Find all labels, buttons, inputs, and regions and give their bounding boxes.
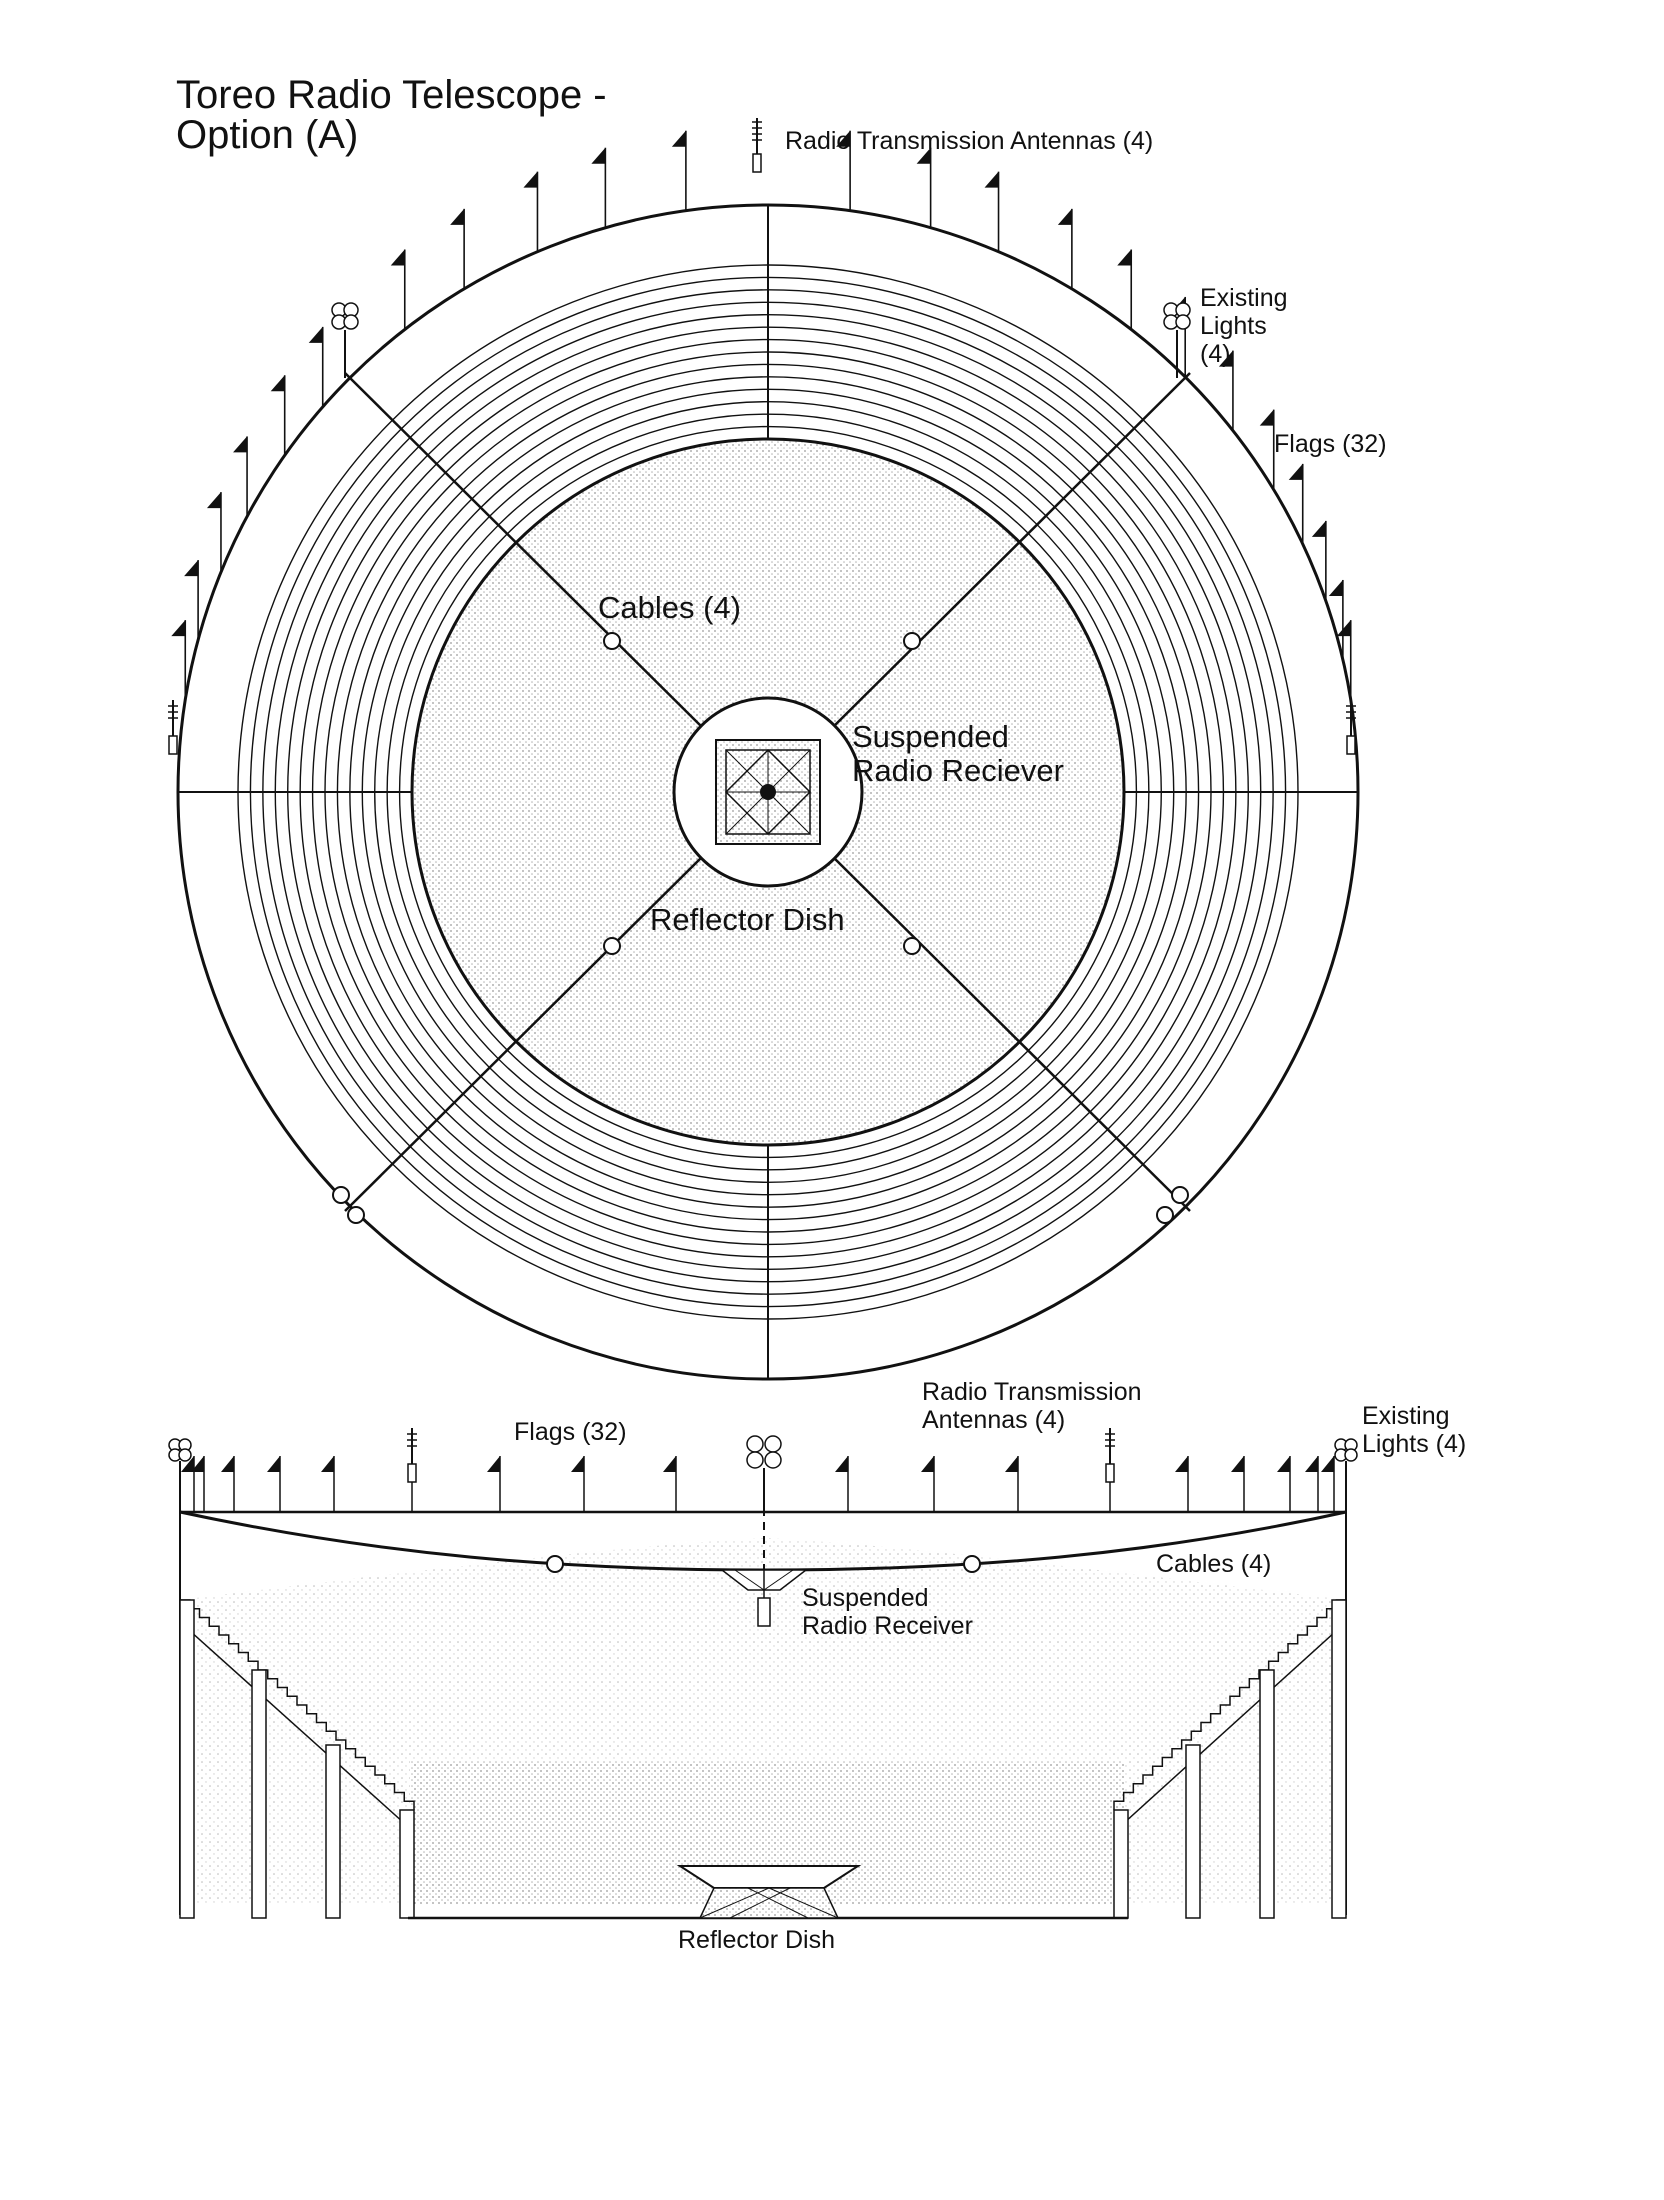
- light-cluster-icon: [332, 303, 358, 378]
- section-antennas-label-1: Radio Transmission: [922, 1378, 1142, 1406]
- section-receiver-label-2: Radio Receiver: [802, 1612, 973, 1640]
- section-cables-label: Cables (4): [1156, 1550, 1272, 1578]
- flag-icon: [1321, 1456, 1334, 1512]
- page-title: [176, 73, 607, 157]
- plan-flags-label: Flags (32): [1274, 430, 1387, 458]
- antenna-icon: [752, 118, 762, 172]
- plan-antennas-label: Radio Transmission Antennas (4): [785, 127, 1154, 155]
- cable-node-icon: [604, 633, 620, 649]
- flag-icon: [391, 249, 405, 329]
- flag-icon: [917, 148, 931, 228]
- plan-lights-label-2: Lights: [1200, 312, 1267, 340]
- section-view: [169, 1378, 1466, 1954]
- flag-icon: [1312, 521, 1326, 601]
- title-line-2: Option (A): [176, 113, 359, 157]
- section-antennas-label-2: Antennas (4): [922, 1406, 1066, 1434]
- flag-icon: [1117, 249, 1131, 329]
- plan-cables-label: Cables (4): [598, 590, 741, 625]
- plan-lights-label-3: (4): [1200, 340, 1231, 368]
- light-cluster-icon: [169, 1439, 191, 1512]
- plan-dish-label: Reflector Dish: [650, 902, 845, 937]
- flag-icon: [591, 148, 605, 228]
- section-lights-label-1: Existing: [1362, 1402, 1450, 1430]
- title-line-1: Toreo Radio Telescope -: [176, 73, 607, 117]
- cable-node-icon: [1157, 1207, 1173, 1223]
- section-flags-label: Flags (32): [514, 1418, 627, 1446]
- antenna-icon: [407, 1428, 417, 1512]
- flag-icon: [672, 131, 686, 211]
- flag-icon: [1305, 1456, 1318, 1512]
- flag-icon: [184, 560, 198, 640]
- flag-icon: [921, 1456, 934, 1512]
- flag-icon: [835, 1456, 848, 1512]
- cable-node-icon: [1172, 1187, 1188, 1203]
- antenna-icon: [168, 700, 178, 754]
- flag-icon: [309, 327, 323, 407]
- cable-node-icon: [904, 938, 920, 954]
- flag-icon: [321, 1456, 334, 1512]
- antenna-icon: [1105, 1428, 1115, 1512]
- flag-icon: [1277, 1456, 1290, 1512]
- light-cluster-icon: [747, 1436, 781, 1512]
- section-lights-label-2: Lights (4): [1362, 1430, 1467, 1458]
- flag-icon: [487, 1456, 500, 1512]
- flag-icon: [267, 1456, 280, 1512]
- cable-node-icon: [333, 1187, 349, 1203]
- section-receiver-label-1: Suspended: [802, 1584, 929, 1612]
- plan-view: [168, 118, 1387, 1379]
- light-cluster-icon: [1335, 1439, 1357, 1512]
- light-cluster-icon: [1164, 303, 1190, 378]
- cable-node-icon: [604, 938, 620, 954]
- flag-icon: [271, 375, 285, 455]
- flag-icon: [1005, 1456, 1018, 1512]
- section-dish-label: Reflector Dish: [678, 1926, 835, 1954]
- cable-node-icon: [547, 1556, 563, 1572]
- flag-icon: [571, 1456, 584, 1512]
- flag-icon: [450, 209, 464, 289]
- flag-icon: [985, 172, 999, 252]
- flag-icon: [221, 1456, 234, 1512]
- flag-icon: [207, 492, 221, 572]
- flag-icon: [1175, 1456, 1188, 1512]
- flag-icon: [233, 436, 247, 516]
- flag-icon: [663, 1456, 676, 1512]
- flag-icon: [1231, 1456, 1244, 1512]
- cable-node-icon: [964, 1556, 980, 1572]
- flag-icon: [1058, 209, 1072, 289]
- suspended-receiver-plan: [674, 698, 862, 886]
- plan-lights-label-1: Existing: [1200, 284, 1288, 312]
- flag-icon: [523, 172, 537, 252]
- section-lights: [169, 1436, 1357, 1512]
- flag-icon: [171, 620, 185, 700]
- plan-receiver-label-2: Radio Reciever: [852, 753, 1064, 788]
- cable-node-icon: [904, 633, 920, 649]
- plan-receiver-label-1: Suspended: [852, 719, 1009, 754]
- cable-node-icon: [348, 1207, 364, 1223]
- flag-icon: [181, 1456, 194, 1512]
